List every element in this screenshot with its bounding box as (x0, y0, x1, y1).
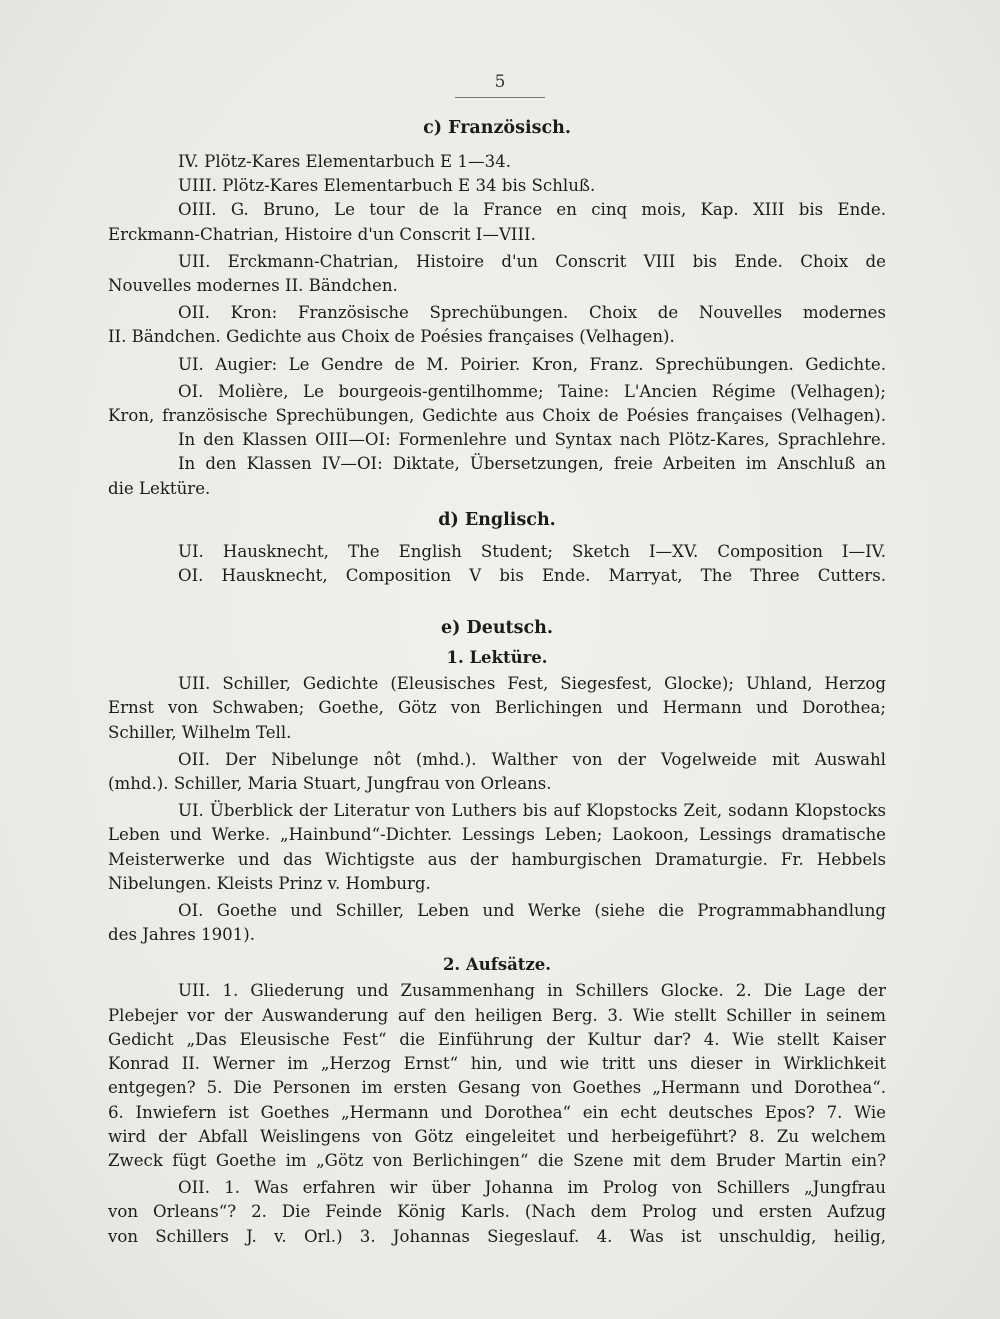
text-line: Gedicht „Das Eleusische Fest“ die Einführung der Kultur dar? 4. Wie stellt Kaiser (108, 1029, 886, 1049)
text-line: (mhd.). Schiller, Maria Stuart, Jungfrau von Orleans. (108, 774, 552, 794)
text-line: Plebejer vor der Auswanderung auf den heiligen Berg. 3. Wie stellt Schiller in seinem (108, 1005, 886, 1025)
text-line: 6. Inwiefern ist Goethes „Hermann und Dorothea“ ein echt deutsches Epos? 7. Wie (108, 1102, 886, 1122)
englisch-block (108, 540, 886, 588)
text-line: Nouvelles modernes II. Bändchen. (108, 276, 398, 296)
text-line: entgegen? 5. Die Personen im ersten Gesang von Goethes „Hermann und Dorothea“. (108, 1078, 886, 1098)
text-line: In den Klassen IV—OI: Diktate, Übersetzungen, freie Arbeiten im Anschluß an (178, 454, 886, 474)
page-number-rule (455, 97, 545, 98)
franzoesisch-block (108, 150, 886, 501)
aufsaetze-block (108, 979, 886, 1248)
subheading-aufsaetze: 2. Aufsätze. (442, 955, 552, 975)
text-line: Kron, französische Sprechübungen, Gedichte aus Choix de Poésies françaises (Velhagen). (108, 406, 886, 426)
text-line: Meisterwerke und das Wichtigste aus der hamburgischen Dramaturgie. Fr. Hebbels (108, 849, 886, 869)
text-line: die Lektüre. (108, 478, 211, 498)
text-line: OII. 1. Was erfahren wir über Johanna im Prolog von Schillers „Jungfrau (178, 1178, 886, 1198)
text-line: von Orleans“? 2. Die Feinde König Karls. (Nach dem Prolog und ersten Aufzug (108, 1202, 886, 1222)
text-line: Konrad II. Werner im „Herzog Ernst“ hin, und wie tritt uns dieser in Wirklichkeit (108, 1054, 886, 1074)
text-line: UI. Überblick der Literatur von Luthers bis auf Klopstocks Zeit, sodann Klopstocks (178, 801, 886, 821)
text-line: UII. Schiller, Gedichte (Eleusisches Fest, Siegesfest, Glocke); Uhland, Herzog (178, 674, 886, 694)
text-line: Leben und Werke. „Hainbund“-Dichter. Lessings Leben; Laokoon, Lessings dramatische (108, 825, 886, 845)
text-line: Zweck fügt Goethe im „Götz von Berlichingen“ die Szene mit dem Bruder Martin ein? (108, 1150, 886, 1170)
text-line: UIII. Plötz-Kares Elementarbuch E 34 bis Schluß. (178, 176, 596, 196)
text-line: UI. Augier: Le Gendre de M. Poirier. Kron, Franz. Sprechübungen. Gedichte. (178, 354, 886, 374)
text-line: des Jahres 1901). (108, 925, 255, 945)
text-line: UI. Hausknecht, The English Student; Sketch I—XV. Composition I—IV. (178, 541, 886, 561)
subheading-lektuere: 1. Lektüre. (446, 648, 548, 668)
text-line: von Schillers J. v. Orl.) 3. Johannas Siegeslauf. 4. Was ist unschuldig, heilig, (108, 1226, 886, 1246)
section-heading-deutsch: e) Deutsch. (441, 618, 553, 639)
text-line: In den Klassen OIII—OI: Formenlehre und Syntax nach Plötz-Kares, Sprachlehre. (178, 430, 886, 450)
page-number: 5 (494, 72, 506, 92)
text-line: OI. Goethe und Schiller, Leben und Werke (siehe die Programmabhandlung (178, 901, 886, 921)
text-line: OIII. G. Bruno, Le tour de la France en cinq mois, Kap. XIII bis Ende. (178, 200, 886, 220)
section-heading-englisch: d) Englisch. (438, 509, 556, 530)
text-line: Erckmann-Chatrian, Histoire d'un Conscrit I—VIII. (108, 224, 536, 244)
text-line: OI. Hausknecht, Composition V bis Ende. Marryat, The Three Cutters. (178, 566, 886, 586)
text-line: II. Bändchen. Gedichte aus Choix de Poésies françaises (Velhagen). (108, 327, 675, 347)
text-line: UII. 1. Gliederung und Zusammenhang in Schillers Glocke. 2. Die Lage der (178, 981, 886, 1001)
text-line: OI. Molière, Le bourgeois-gentilhomme; Taine: L'Ancien Régime (Velhagen); (178, 381, 886, 401)
lektuere-block (108, 672, 886, 947)
section-heading-franzoesisch: c) Französisch. (423, 118, 571, 138)
page-content (108, 112, 886, 1252)
text-line: Nibelungen. Kleists Prinz v. Homburg. (108, 873, 431, 893)
text-line: OII. Der Nibelunge nôt (mhd.). Walther von der Vogelweide mit Auswahl (178, 749, 886, 769)
text-line: Schiller, Wilhelm Tell. (108, 722, 292, 742)
text-line: UII. Erckmann-Chatrian, Histoire d'un Conscrit VIII bis Ende. Choix de (178, 251, 886, 271)
text-line: Ernst von Schwaben; Goethe, Götz von Berlichingen und Hermann und Dorothea; (108, 698, 886, 718)
text-line: OII. Kron: Französische Sprechübungen. Choix de Nouvelles modernes (178, 303, 886, 323)
text-line: wird der Abfall Weislingens von Götz eingeleitet und herbeigeführt? 8. Zu welchem (108, 1126, 886, 1146)
text-line: IV. Plötz-Kares Elementarbuch E 1—34. (178, 152, 511, 171)
